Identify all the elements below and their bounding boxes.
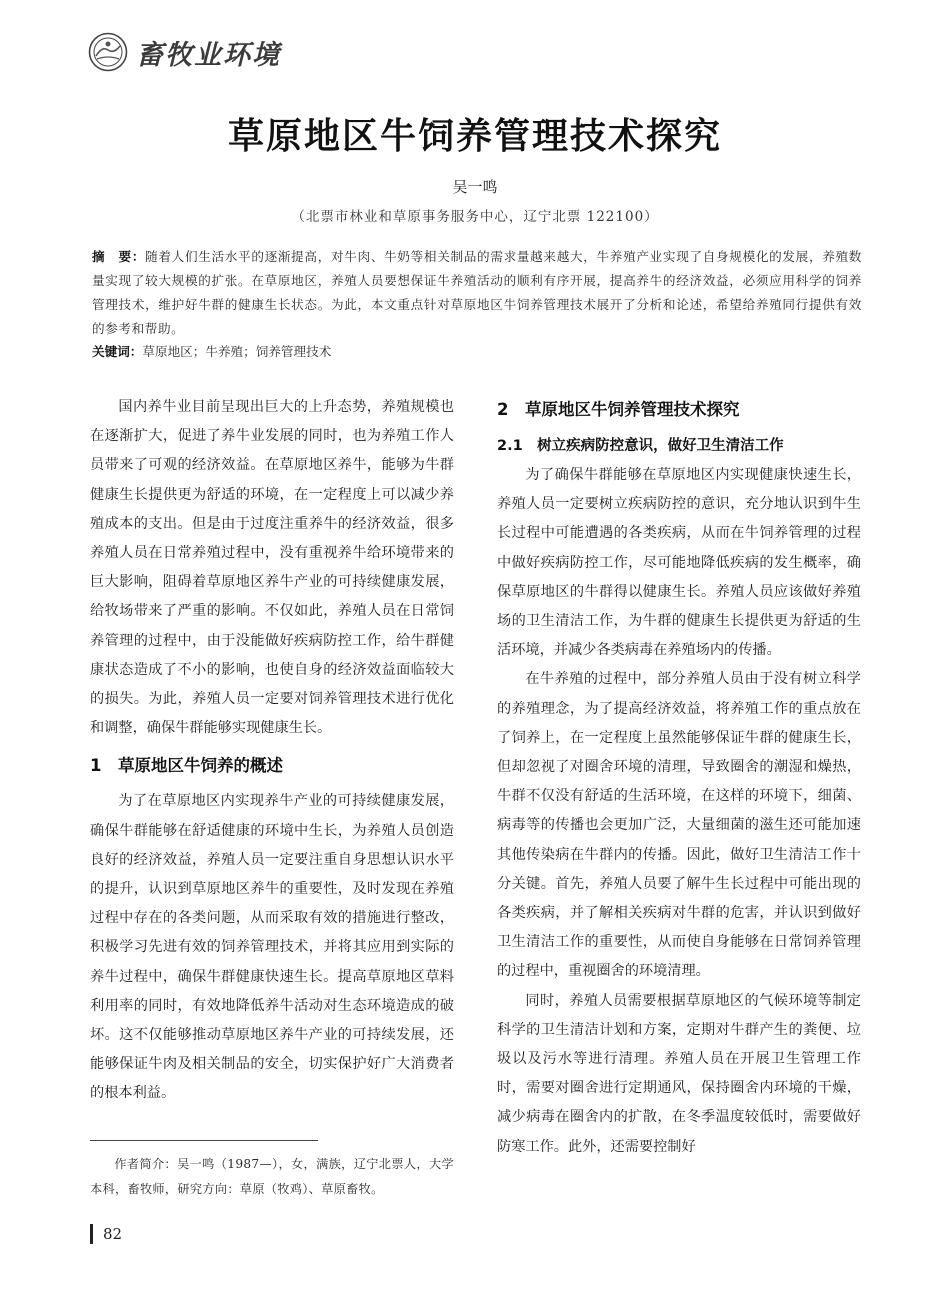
section-2-1-paragraph-2: 在牛养殖的过程中，部分养殖人员由于没有树立科学的养殖理念，为了提高经济效益，将养殖工作的重点放在了饲养上，在一定程度上虽然能够保证牛群的健康生长，但却忽视了对圈舍环境的清理，导致圈舍的潮湿和燥热，牛群不仅没有舒适的生活环境，在这样的环境下，细菌、病毒等的传播也会更加广泛，大量细菌的滋生还可能加速其他传染病在牛群内的传播。因此，做好卫生清洁工作十分关键。首先，养殖人员要了解牛生长过程中可能出现的各类疾病，并了解相关疾病对牛群的危害，并认识到做好卫生清洁工作的重要性，从而使自身能够在日常饲养管理的过程中，重视圈舍的环境清理。 (497, 671, 861, 980)
author-affiliation: （北票市林业和草原事务服务中心，辽宁北票 122100） (291, 209, 659, 225)
abstract-text: 随着人们生活水平的逐渐提高，对牛肉、牛奶等相关制品的需求量越来越大，牛养殖产业实现了自身规模化的发展，养殖数量实现了较大规模的扩张。在草原地区，养殖人员要想保证牛养殖活动的顺利有序开展，提高养牛的经济效益，必须应用科学的饲养管理技术，维护好牛群的健康生长状态。为此，本文重点针对草原地区牛饲养管理技术展开了分析和论述，希望给养殖同行提供有效的参考和帮助。 (92, 249, 862, 336)
page-number: 82 (103, 1225, 123, 1243)
keywords (92, 340, 862, 364)
page-number-bar (90, 1224, 93, 1244)
footnote-divider (90, 1140, 318, 1141)
left-column (90, 393, 454, 1109)
journal-seal-icon (88, 32, 128, 72)
section-1-heading: 1 草原地区牛饲养的概述 (90, 756, 283, 776)
keywords-text: 草原地区；牛养殖；饲养管理技术 (142, 344, 332, 359)
section-1-paragraph: 为了在草原地区内实现养牛产业的可持续健康发展，确保牛群能够在舒适健康的环境中生长，为养殖人员创造良好的经济效益，养殖人员一定要注重自身思想认识水平的提升，认识到草原地区养牛的重要性，及时发现在养殖过程中存在的各类问题，从而采取有效的措施进行整改，积极学习先进有效的饲养管理技术，并将其应用到实际的养牛过程中，确保牛群健康快速生长。提高草原地区草料利用率的同时，有效地降低养牛活动对生态环境造成的破坏。这不仅能够推动草原地区养牛产业的可持续发展，还能够保证牛肉及相关制品的安全，切实保护好广大消费者的根本利益。 (90, 793, 454, 1102)
article-title: 草原地区牛饲养管理技术探究 (227, 116, 722, 157)
abstract (92, 245, 862, 341)
journal-header (88, 30, 281, 74)
section-2-heading: 2 草原地区牛饲养管理技术探究 (497, 400, 740, 419)
abstract-label: 摘 要： (92, 249, 146, 264)
journal-name: 畜牧业环境 (136, 39, 281, 71)
section-2-1-paragraph-1: 为了确保牛群能够在草原地区内实现健康快速生长，养殖人员一定要树立疾病防控的意识，充分地认识到牛生长过程中可能遭遇的各类疾病，从而在牛饲养管理的过程中做好疾病防控工作，尽可能地降低疾病的发生概率，确保草原地区的牛群得以健康生长。养殖人员应该做好养殖场的卫生清洁工作，为牛群的健康生长提供更为舒适的生活环境，并减少各类病毒在养殖场内的传播。 (497, 467, 861, 659)
keywords-label: 关键词： (92, 344, 143, 359)
author-name: 吴一鸣 (452, 178, 498, 196)
section-2-1-paragraph-3: 同时，养殖人员需要根据草原地区的气候环境等制定科学的卫生清洁计划和方案，定期对牛群产生的粪便、垃圾以及污水等进行清理。养殖人员在开展卫生管理工作时，需要对圈舍进行定期通风，保持圈舍内环境的干燥，减少病毒在圈舍内的扩散，在冬季温度较低时，需要做好防寒工作。此外，还需要控制好 (497, 992, 861, 1155)
intro-paragraph: 国内养牛业目前呈现出巨大的上升态势，养殖规模也在逐渐扩大，促进了养牛业发展的同时，也为养殖工作人员带来了可观的经济效益。在草原地区养牛，能够为牛群健康生长提供更为舒适的环境，在一定程度上可以减少养殖成本的支出。但是由于过度注重养牛的经济效益，很多养殖人员在日常养殖过程中，没有重视养牛给环境带来的巨大影响，阻碍着草原地区养牛产业的可持续健康发展，给牧场带来了严重的影响。不仅如此，养殖人员在日常饲养管理的过程中，由于没能做好疾病防控工作，给牛群健康状态造成了不小的影响，也使自身的经济效益面临较大的损失。为此，养殖人员一定要对饲养管理技术进行优化和调整，确保牛群能够实现健康生长。 (90, 399, 454, 737)
right-column (497, 393, 861, 1162)
section-2-1-heading: 2.1 树立疾病防控意识，做好卫生清洁工作 (497, 438, 784, 454)
author-footnote: 作者简介：吴一鸣（1987—），女，满族，辽宁北票人，大学本科，畜牧师，研究方向：草原（牧鸡）、草原畜牧。 (90, 1157, 454, 1196)
